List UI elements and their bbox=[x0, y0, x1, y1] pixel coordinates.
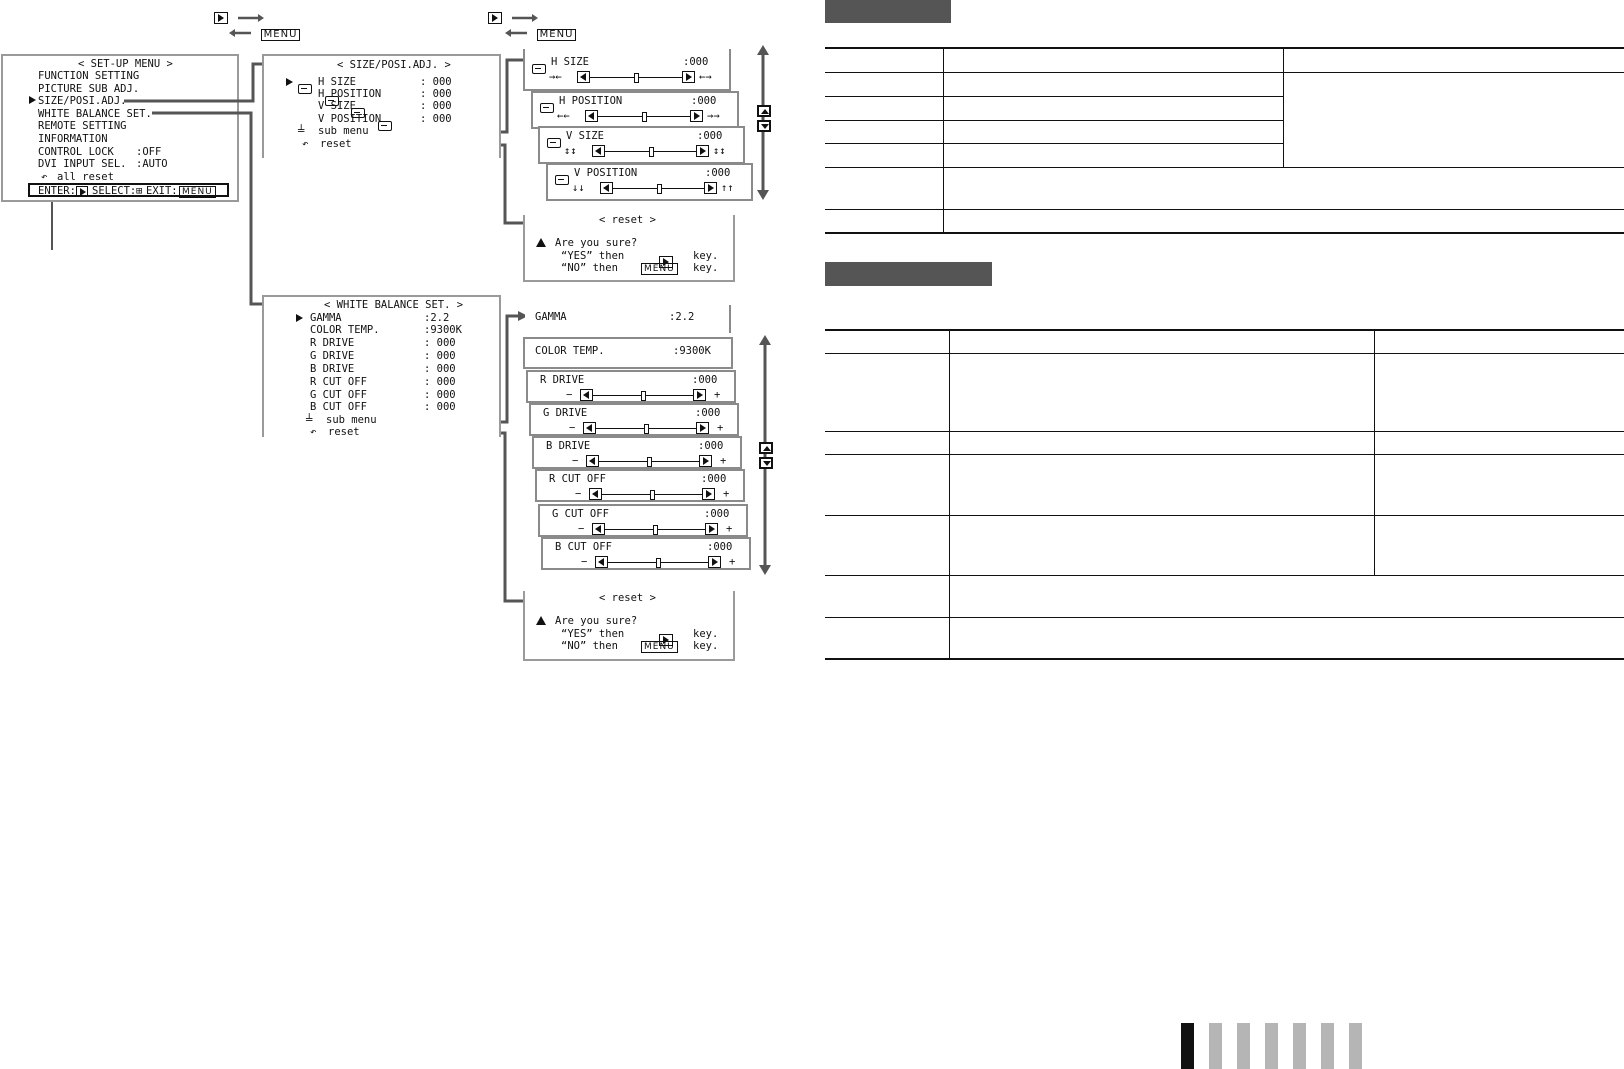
panel-left-symbol: ↓↓ bbox=[572, 182, 585, 194]
panel-label: R DRIVE bbox=[540, 374, 585, 386]
menu-item-picture-sub-adj[interactable]: PICTURE SUB ADJ. bbox=[38, 83, 140, 95]
panel-label: H POSITION bbox=[559, 95, 623, 107]
wb-panel-r-cut-off bbox=[535, 469, 745, 502]
panel-plus-symbol: + bbox=[729, 556, 736, 568]
adjust-slider[interactable] bbox=[585, 110, 703, 122]
wb-scroll-arrow-icon bbox=[757, 335, 773, 575]
table-rule bbox=[825, 72, 1624, 73]
up-key-icon bbox=[759, 442, 773, 454]
wb-item-r-drive[interactable]: R DRIVE bbox=[310, 337, 355, 349]
table-column-divider bbox=[943, 47, 944, 233]
slider-right-button-icon[interactable] bbox=[693, 389, 706, 401]
size-item-v-position[interactable]: V POSITION bbox=[318, 113, 382, 125]
wb-item-color-temp[interactable]: COLOR TEMP. bbox=[310, 324, 380, 336]
menu-key-icon: MENU bbox=[179, 186, 216, 198]
adjust-slider[interactable] bbox=[577, 71, 695, 83]
slider-knob[interactable] bbox=[649, 147, 654, 157]
white-balance-menu-panel bbox=[262, 295, 501, 437]
menu-item-remote-setting[interactable]: REMOTE SETTING bbox=[38, 120, 127, 132]
menu-item-size-posi-adj[interactable]: SIZE/POSI.ADJ. bbox=[38, 95, 127, 107]
slider-left-button-icon[interactable] bbox=[592, 523, 605, 535]
slider-left-button-icon[interactable] bbox=[585, 110, 598, 122]
panel-value: :000 bbox=[701, 473, 727, 485]
wb-panel-b-cut-off bbox=[541, 537, 751, 570]
wb-item-b-cut-off-value: : 000 bbox=[424, 401, 456, 413]
wb-item-color-temp-value: :9300K bbox=[424, 324, 462, 336]
table-rule bbox=[825, 209, 1624, 210]
down-key-icon bbox=[757, 120, 771, 132]
slider-left-button-icon[interactable] bbox=[586, 455, 599, 467]
setup-menu-title: < SET-UP MENU > bbox=[78, 58, 173, 70]
table-rule bbox=[825, 353, 1624, 354]
sub-menu-icon: ╧ bbox=[306, 414, 313, 426]
footer-select-label: SELECT: bbox=[92, 185, 137, 197]
wb-item-sub-menu[interactable]: sub menu bbox=[326, 414, 377, 426]
slider-left-button-icon[interactable] bbox=[580, 389, 593, 401]
menu-item-function-setting[interactable]: FUNCTION SETTING bbox=[38, 70, 140, 82]
slider-right-button-icon[interactable] bbox=[708, 556, 721, 568]
tab-marker bbox=[1209, 1023, 1222, 1069]
panel-type-icon bbox=[540, 103, 554, 113]
selection-cursor-icon bbox=[286, 78, 293, 86]
table-rule bbox=[825, 658, 1624, 660]
warning-icon bbox=[536, 616, 546, 625]
size-item-h-position[interactable]: H POSITION bbox=[318, 88, 382, 100]
panel-label: G DRIVE bbox=[543, 407, 588, 419]
panel-minus-symbol: − bbox=[572, 455, 579, 467]
wb-item-r-drive-value: : 000 bbox=[424, 337, 456, 349]
wb-item-g-cut-off-value: : 000 bbox=[424, 389, 456, 401]
panel-left-symbol: ↕↕ bbox=[564, 145, 577, 157]
panel-right-symbol: ←→ bbox=[699, 71, 712, 83]
slider-left-button-icon[interactable] bbox=[592, 145, 605, 157]
control-lock-value: :OFF bbox=[136, 146, 162, 158]
reset-dialog-title: < reset > bbox=[599, 214, 656, 226]
table-column-divider bbox=[949, 329, 950, 659]
slider-left-button-icon[interactable] bbox=[583, 422, 596, 434]
slider-right-button-icon[interactable] bbox=[696, 422, 709, 434]
adjust-slider[interactable] bbox=[586, 455, 712, 467]
panel-value: :000 bbox=[683, 56, 709, 68]
panel-minus-symbol: − bbox=[566, 389, 573, 401]
menu-item-white-balance-set[interactable]: WHITE BALANCE SET. bbox=[38, 108, 152, 120]
adjust-slider[interactable] bbox=[592, 145, 709, 157]
dvi-input-sel-value: :AUTO bbox=[136, 158, 168, 170]
panel-minus-symbol: − bbox=[581, 556, 588, 568]
footer-exit-label: EXIT: bbox=[146, 185, 178, 197]
slider-left-button-icon[interactable] bbox=[577, 71, 590, 83]
menu-key-icon: MENU bbox=[641, 263, 678, 275]
panel-label: B DRIVE bbox=[546, 440, 591, 452]
wb-item-b-cut-off[interactable]: B CUT OFF bbox=[310, 401, 367, 413]
menu-item-all-reset[interactable]: all reset bbox=[57, 171, 114, 183]
reset-dialog-no-key: key. bbox=[693, 262, 719, 274]
wb-panel-gamma bbox=[525, 305, 731, 333]
menu-item-dvi-input-sel[interactable]: DVI INPUT SEL. bbox=[38, 158, 127, 170]
panel-label: V SIZE bbox=[566, 130, 604, 142]
panel-plus-symbol: + bbox=[720, 455, 727, 467]
adjust-slider[interactable] bbox=[595, 556, 721, 568]
slider-right-button-icon[interactable] bbox=[682, 71, 695, 83]
up-key-icon bbox=[757, 105, 771, 117]
h-size-icon bbox=[298, 84, 312, 94]
panel-value: :000 bbox=[692, 374, 718, 386]
panel-value: :000 bbox=[705, 167, 731, 179]
adjust-slider[interactable] bbox=[592, 523, 718, 535]
panel-type-icon bbox=[555, 175, 569, 185]
wb-item-g-drive[interactable]: G DRIVE bbox=[310, 350, 355, 362]
wb-item-gamma-value: :2.2 bbox=[424, 312, 450, 324]
panel-type-icon bbox=[532, 64, 546, 74]
sub-menu-icon: ╧ bbox=[298, 125, 305, 137]
size-item-sub-menu[interactable]: sub menu bbox=[318, 125, 369, 137]
wb-item-gamma[interactable]: GAMMA bbox=[310, 312, 342, 324]
slider-right-button-icon[interactable] bbox=[702, 488, 715, 500]
wb-item-r-cut-off[interactable]: R CUT OFF bbox=[310, 376, 367, 388]
panel-plus-symbol: + bbox=[726, 523, 733, 535]
slider-knob[interactable] bbox=[642, 112, 647, 122]
panel-value: :000 bbox=[707, 541, 733, 553]
size-panel-v-size bbox=[538, 126, 745, 164]
table-rule bbox=[825, 329, 1624, 331]
panel-value: :000 bbox=[698, 440, 724, 452]
panel-value: :000 bbox=[691, 95, 717, 107]
size-item-h-size-value: : 000 bbox=[420, 76, 452, 88]
reset-dialog-no-line: “NO” then bbox=[561, 640, 618, 652]
table-column-divider bbox=[1374, 329, 1375, 575]
slider-knob[interactable] bbox=[653, 525, 658, 535]
slider-knob[interactable] bbox=[634, 73, 639, 83]
panel-right-symbol: ↑↑ bbox=[721, 182, 734, 194]
tab-marker bbox=[1293, 1023, 1306, 1069]
table-rule bbox=[825, 575, 1624, 576]
reset-dialog-no-line: “NO” then bbox=[561, 262, 618, 274]
table-rule bbox=[825, 47, 1624, 49]
slider-right-button-icon[interactable] bbox=[699, 455, 712, 467]
adjust-slider[interactable] bbox=[589, 488, 715, 500]
slider-right-button-icon[interactable] bbox=[705, 523, 718, 535]
panel-value: :9300K bbox=[673, 345, 711, 357]
wb-panel-g-cut-off bbox=[538, 504, 748, 537]
panel-value: :000 bbox=[697, 130, 723, 142]
table-rule bbox=[825, 454, 1624, 455]
panel-label: COLOR TEMP. bbox=[535, 345, 605, 357]
reset-dialog-yes-key: key. bbox=[693, 250, 719, 262]
size-item-h-position-value: : 000 bbox=[420, 88, 452, 100]
menu-key-icon: MENU bbox=[641, 641, 678, 653]
panel-plus-symbol: + bbox=[723, 488, 730, 500]
wb-item-g-cut-off[interactable]: G CUT OFF bbox=[310, 389, 367, 401]
section-header-band-2 bbox=[825, 262, 992, 286]
section-header-band-1 bbox=[825, 0, 951, 23]
panel-left-symbol: →← bbox=[549, 71, 562, 83]
wb-item-reset[interactable]: reset bbox=[328, 426, 360, 438]
panel-minus-symbol: − bbox=[575, 488, 582, 500]
reset-dialog-question: Are you sure? bbox=[555, 615, 638, 627]
size-item-v-position-value: : 000 bbox=[420, 113, 452, 125]
slider-right-button-icon[interactable] bbox=[696, 145, 709, 157]
size-reset-dialog bbox=[523, 215, 735, 282]
reset-dialog-yes-key: key. bbox=[693, 628, 719, 640]
slider-left-button-icon[interactable] bbox=[600, 182, 613, 194]
return-icon: ↶ bbox=[41, 171, 48, 183]
panel-value: :000 bbox=[704, 508, 730, 520]
wb-item-b-drive-value: : 000 bbox=[424, 363, 456, 375]
tab-marker bbox=[1321, 1023, 1334, 1069]
wb-panel-b-drive bbox=[532, 436, 742, 469]
panel-label: GAMMA bbox=[535, 311, 567, 323]
panel-plus-symbol: + bbox=[717, 422, 724, 434]
tab-marker-active bbox=[1181, 1023, 1194, 1069]
slider-knob[interactable] bbox=[644, 424, 649, 434]
panel-value: :000 bbox=[695, 407, 721, 419]
table-rule bbox=[825, 143, 1283, 144]
menu-key-icon: MENU bbox=[261, 29, 301, 41]
size-item-h-size[interactable]: H SIZE bbox=[318, 76, 356, 88]
selection-cursor-icon bbox=[296, 314, 303, 322]
table-rule bbox=[825, 515, 1624, 516]
wb-item-b-drive[interactable]: B DRIVE bbox=[310, 363, 355, 375]
return-icon: ↶ bbox=[310, 426, 317, 438]
size-posi-menu-panel bbox=[262, 54, 501, 158]
panel-minus-symbol: − bbox=[578, 523, 585, 535]
panel-left-symbol: ←← bbox=[557, 110, 570, 122]
down-key-icon bbox=[759, 457, 773, 469]
panel-label: B CUT OFF bbox=[555, 541, 612, 553]
wb-reset-dialog bbox=[523, 591, 735, 661]
slider-knob[interactable] bbox=[656, 558, 661, 568]
slider-knob[interactable] bbox=[641, 391, 646, 401]
wb-item-r-cut-off-value: : 000 bbox=[424, 376, 456, 388]
reset-dialog-question: Are you sure? bbox=[555, 237, 638, 249]
white-balance-menu-title: < WHITE BALANCE SET. > bbox=[324, 299, 464, 311]
reset-dialog-yes-line: “YES” then bbox=[561, 250, 625, 262]
footer-enter-label: ENTER: bbox=[38, 185, 76, 197]
panel-plus-symbol: + bbox=[714, 389, 721, 401]
reset-dialog-title: < reset > bbox=[599, 592, 656, 604]
adjust-slider[interactable] bbox=[583, 422, 709, 434]
wb-panel-r-drive bbox=[526, 370, 736, 403]
table-rule bbox=[825, 232, 1624, 234]
size-posi-menu-title: < SIZE/POSI.ADJ. > bbox=[337, 59, 451, 71]
reset-dialog-yes-line: “YES” then bbox=[561, 628, 625, 640]
table-rule bbox=[825, 431, 1624, 432]
updown-key-icon: ⊞ bbox=[136, 185, 143, 197]
table-rule bbox=[825, 120, 1283, 121]
slider-right-button-icon[interactable] bbox=[704, 182, 717, 194]
panel-right-symbol: →→ bbox=[707, 110, 720, 122]
wb-panel-g-drive bbox=[529, 403, 739, 436]
return-icon: ↶ bbox=[302, 138, 309, 150]
slider-left-button-icon[interactable] bbox=[589, 488, 602, 500]
panel-minus-symbol: − bbox=[569, 422, 576, 434]
wb-item-g-drive-value: : 000 bbox=[424, 350, 456, 362]
slider-knob[interactable] bbox=[650, 490, 655, 500]
panel-label: H SIZE bbox=[551, 56, 589, 68]
size-panel-v-position bbox=[546, 163, 753, 201]
table-column-divider bbox=[1283, 47, 1284, 167]
panel-type-icon bbox=[547, 138, 561, 148]
adjust-slider[interactable] bbox=[600, 182, 717, 194]
menu-item-control-lock[interactable]: CONTROL LOCK bbox=[38, 146, 114, 158]
panel-label: G CUT OFF bbox=[552, 508, 609, 520]
slider-knob[interactable] bbox=[647, 457, 652, 467]
wb-panel-color-temp bbox=[523, 337, 733, 369]
tab-marker bbox=[1265, 1023, 1278, 1069]
table-rule bbox=[825, 96, 1283, 97]
panel-label: V POSITION bbox=[574, 167, 638, 179]
tab-marker bbox=[1349, 1023, 1362, 1069]
table-rule bbox=[825, 167, 1624, 168]
menu-item-information[interactable]: INFORMATION bbox=[38, 133, 108, 145]
table-rule bbox=[825, 617, 1624, 618]
slider-left-button-icon[interactable] bbox=[595, 556, 608, 568]
panel-right-symbol: ↕↕ bbox=[713, 145, 726, 157]
tab-marker bbox=[1237, 1023, 1250, 1069]
panel-label: R CUT OFF bbox=[549, 473, 606, 485]
size-panel-h-position bbox=[531, 91, 739, 129]
menu-key-icon: MENU bbox=[537, 29, 577, 41]
panel-value: :2.2 bbox=[669, 311, 695, 323]
slider-knob[interactable] bbox=[657, 184, 662, 194]
slider-right-button-icon[interactable] bbox=[690, 110, 703, 122]
adjust-slider[interactable] bbox=[580, 389, 706, 401]
size-panel-h-size bbox=[523, 49, 731, 91]
size-item-v-size-value: : 000 bbox=[420, 100, 452, 112]
warning-icon bbox=[536, 238, 546, 247]
reset-dialog-no-key: key. bbox=[693, 640, 719, 652]
size-item-v-size[interactable]: V SIZE bbox=[318, 100, 356, 112]
size-item-reset[interactable]: reset bbox=[320, 138, 352, 150]
